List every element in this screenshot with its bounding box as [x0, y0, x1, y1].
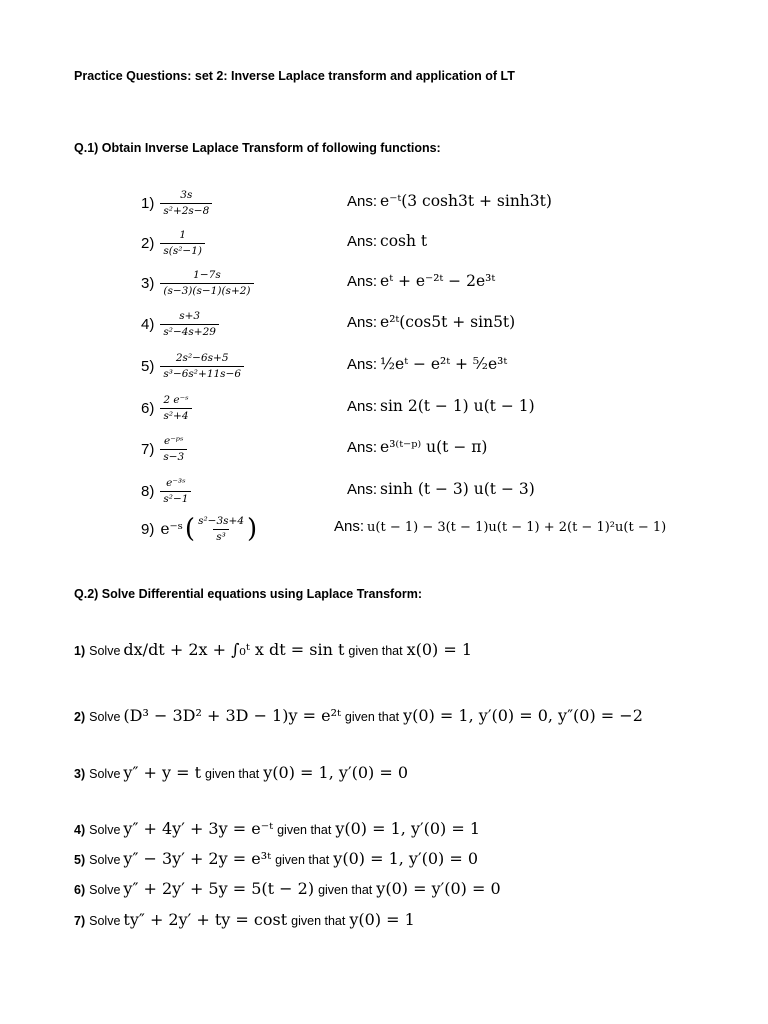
equation: y″ + 2y′ + 5y = 5(t − 2) [123, 879, 315, 898]
numerator: 1−7s [193, 269, 221, 282]
numerator: 3s [180, 189, 193, 202]
item-number: 4) [141, 315, 155, 333]
q2-item [74, 910, 415, 929]
page-title: Practice Questions: set 2: Inverse Laplace transform and application of LT [74, 69, 515, 83]
q1-item [141, 512, 257, 546]
item-number: 5) [74, 853, 86, 867]
numerator: 2s²−6s+5 [175, 352, 229, 365]
answer [347, 192, 552, 210]
numerator: e⁻ᵖˢ [164, 435, 184, 448]
given-label: given that [318, 883, 373, 897]
fraction [195, 515, 247, 542]
q1-item [141, 266, 254, 300]
answer-label: Ans: [347, 193, 378, 210]
q2-heading: Q.2) Solve Differential equations using Laplace Transform: [74, 587, 422, 601]
equation: y″ + y = t [123, 763, 202, 782]
solve-label: Solve [89, 853, 121, 867]
fraction [160, 229, 205, 256]
answer [347, 438, 487, 456]
answer-expression: cosh t [380, 232, 428, 250]
answer [347, 355, 507, 373]
answer-label: Ans: [347, 439, 378, 456]
denominator: s²−1 [160, 491, 191, 505]
answer-label: Ans: [347, 233, 378, 250]
solve-label: Solve [89, 914, 121, 928]
answer-label: Ans: [334, 518, 365, 535]
q2-item [74, 849, 478, 868]
expression-prefix: e⁻ˢ [160, 520, 183, 538]
answer-label: Ans: [347, 398, 378, 415]
item-number: 5) [141, 357, 155, 375]
q1-item [141, 226, 205, 260]
solve-label: Solve [89, 644, 121, 658]
fraction [160, 435, 187, 462]
numerator: s²−3s+4 [198, 515, 245, 528]
fraction [160, 394, 191, 421]
q2-item [74, 763, 408, 782]
answer-label: Ans: [347, 356, 378, 373]
denominator: s(s²−1) [160, 243, 205, 257]
given-label: given that [348, 644, 403, 658]
answer [347, 232, 427, 250]
solve-label: Solve [89, 767, 121, 781]
item-number: 3) [141, 274, 155, 292]
q1-item [141, 186, 212, 220]
equation: ty″ + 2y′ + ty = cost [123, 910, 288, 929]
item-number: 4) [74, 823, 86, 837]
answer [347, 397, 535, 415]
answer-expression: e²ᵗ(cos5t + sin5t) [380, 313, 516, 331]
given-label: given that [344, 710, 400, 724]
item-number: 2) [141, 234, 155, 252]
fraction [160, 269, 253, 296]
q1-item [141, 307, 219, 341]
answer-expression: e⁻ᵗ(3 cosh3t + sinh3t) [380, 192, 552, 210]
item-number: 6) [74, 883, 86, 897]
answer-expression: u(t − 1) − 3(t − 1)u(t − 1) + 2(t − 1)²u(t − 1) [367, 520, 667, 535]
numerator: 1 [179, 229, 187, 242]
fraction [160, 477, 191, 504]
solve-label: Solve [89, 883, 121, 897]
right-paren: ) [247, 514, 258, 544]
numerator: e⁻³ˢ [166, 477, 186, 490]
fraction [160, 352, 244, 379]
initial-conditions: y(0) = 1, y′(0) = 0 [263, 763, 408, 782]
left-paren: ( [184, 514, 196, 544]
answer-label: Ans: [347, 481, 378, 498]
answer-expression: sinh (t − 3) u(t − 3) [380, 480, 535, 498]
q1-item [141, 349, 244, 383]
equation: dx/dt + 2x + ∫₀ᵗ x dt = sin t [123, 640, 345, 659]
answer-expression: sin 2(t − 1) u(t − 1) [380, 397, 535, 415]
q2-item [74, 879, 501, 898]
q2-item [74, 706, 643, 725]
item-number: 1) [141, 194, 155, 212]
given-label: given that [277, 823, 332, 837]
answer [334, 518, 666, 535]
item-number: 7) [74, 914, 86, 928]
equation: y″ + 4y′ + 3y = e⁻ᵗ [123, 819, 274, 838]
q1-item [141, 432, 187, 466]
denominator: s³ [213, 529, 229, 543]
equation: (D³ − 3D² + 3D − 1)y = e²ᵗ [123, 706, 341, 725]
denominator: s²−4s+29 [160, 324, 219, 338]
item-number: 6) [141, 399, 155, 417]
given-label: given that [291, 914, 346, 928]
initial-conditions: y(0) = y′(0) = 0 [376, 879, 501, 898]
initial-conditions: y(0) = 1, y′(0) = 1 [335, 819, 481, 838]
numerator: s+3 [179, 310, 201, 323]
q2-item [74, 640, 472, 659]
answer-expression: eᵗ + e⁻²ᵗ − 2e³ᵗ [380, 272, 496, 290]
initial-conditions: y(0) = 1, y′(0) = 0, y″(0) = −2 [403, 706, 643, 725]
fraction [160, 310, 219, 337]
given-label: given that [205, 767, 260, 781]
q1-heading: Q.1) Obtain Inverse Laplace Transform of following functions: [74, 141, 441, 155]
denominator: s²+2s−8 [160, 203, 212, 217]
answer-expression: ½eᵗ − e²ᵗ + ⁵⁄₂e³ᵗ [380, 355, 508, 373]
item-number: 9) [141, 520, 155, 538]
item-number: 8) [141, 482, 155, 500]
answer [347, 272, 495, 290]
denominator: (s−3)(s−1)(s+2) [160, 283, 253, 297]
equation: y″ − 3y′ + 2y = e³ᵗ [123, 849, 272, 868]
q1-item [141, 474, 191, 508]
initial-conditions: y(0) = 1 [349, 910, 415, 929]
answer [347, 313, 515, 331]
item-number: 3) [74, 767, 86, 781]
solve-label: Solve [89, 710, 121, 724]
answer-expression: e³⁽ᵗ⁻ᵖ⁾ u(t − π) [380, 438, 488, 456]
answer-label: Ans: [347, 314, 378, 331]
denominator: s²+4 [160, 408, 191, 422]
item-number: 1) [74, 644, 86, 658]
item-number: 2) [74, 710, 86, 724]
denominator: s³−6s²+11s−6 [160, 366, 244, 380]
denominator: s−3 [160, 449, 187, 463]
q2-item [74, 819, 480, 838]
q1-item [141, 391, 192, 425]
answer [347, 480, 535, 498]
item-number: 7) [141, 440, 155, 458]
initial-conditions: y(0) = 1, y′(0) = 0 [333, 849, 479, 868]
given-label: given that [275, 853, 330, 867]
numerator: 2 e⁻ˢ [163, 394, 189, 407]
fraction [160, 189, 212, 216]
solve-label: Solve [89, 823, 121, 837]
answer-label: Ans: [347, 273, 378, 290]
initial-conditions: x(0) = 1 [406, 640, 473, 659]
